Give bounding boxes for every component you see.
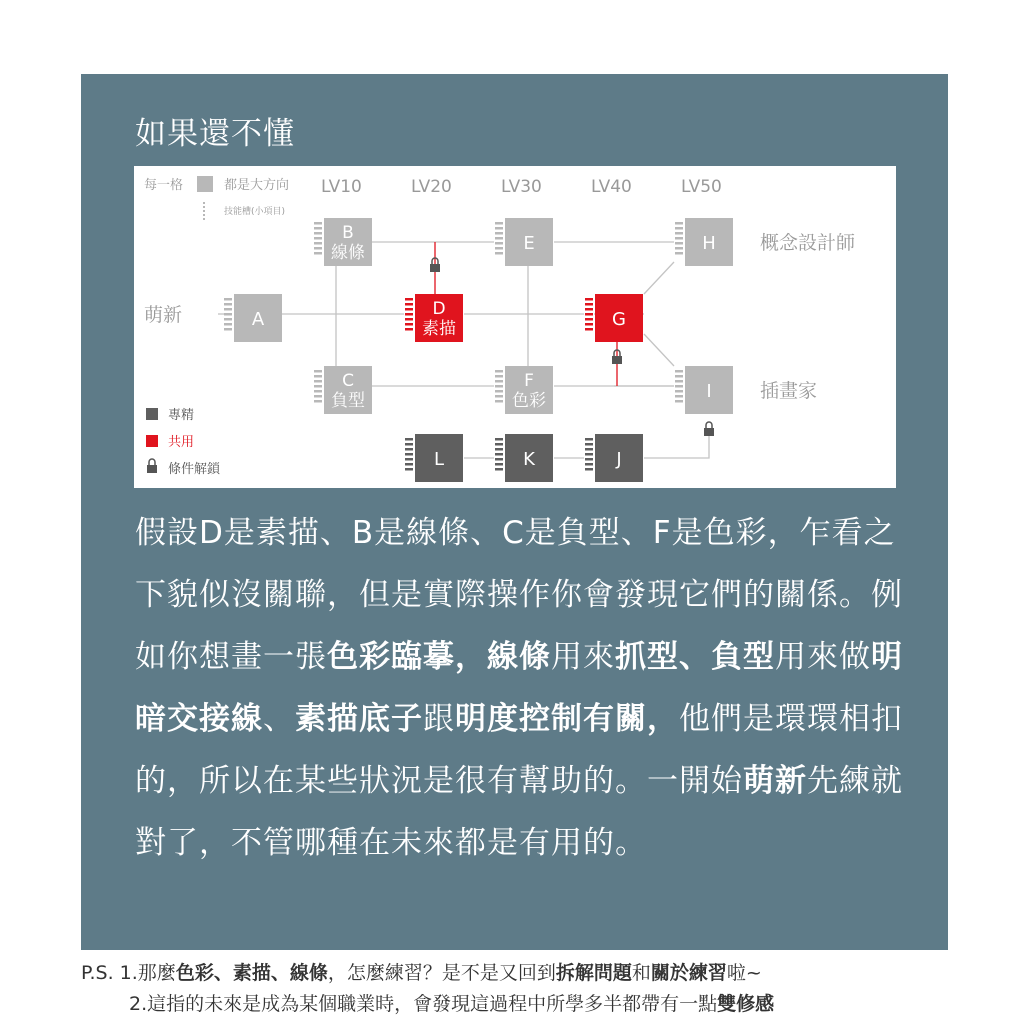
slot-tick bbox=[314, 390, 322, 393]
text-segment: 抓型、負型 bbox=[615, 639, 775, 675]
slot-tick bbox=[675, 380, 683, 383]
slot-tick bbox=[495, 395, 503, 398]
skill-tree-svg bbox=[134, 166, 896, 488]
text-segment: 先練就對了，不管哪種在未來都是有用的。 bbox=[135, 763, 903, 861]
slot-tick bbox=[675, 390, 683, 393]
node-letter: K bbox=[523, 449, 535, 470]
node-g bbox=[585, 294, 643, 342]
main-paragraph bbox=[135, 502, 905, 874]
slot-tick bbox=[314, 400, 322, 403]
legend-shared-swatch bbox=[146, 435, 158, 447]
connector-lines bbox=[218, 242, 712, 458]
slot-tick bbox=[495, 453, 503, 456]
slot-tick bbox=[405, 328, 413, 331]
end-label-i: 插畫家 bbox=[760, 380, 818, 402]
text-segment: 和 bbox=[631, 962, 651, 984]
legend-specialty-swatch bbox=[146, 408, 158, 420]
slot-tick bbox=[314, 252, 322, 255]
legend-specialty-label: 專精 bbox=[168, 408, 195, 423]
slot-tick bbox=[495, 463, 503, 466]
node-letter: G bbox=[612, 309, 626, 330]
legend-cell-label: 每一格 bbox=[144, 178, 184, 193]
slot-tick bbox=[495, 385, 503, 388]
legend-slot-tick bbox=[203, 214, 205, 216]
level-header: LV40 bbox=[591, 177, 632, 197]
node-h bbox=[675, 218, 733, 266]
slot-tick bbox=[495, 448, 503, 451]
legend-cell-swatch bbox=[197, 176, 213, 192]
text-segment: 乍看之下貌似沒關聯，但是實際操作你會發現它們的關係。例如你想畫一張 bbox=[135, 515, 903, 675]
slot-tick bbox=[405, 313, 413, 316]
slot-tick bbox=[585, 308, 593, 311]
node-sublabel: 負型 bbox=[331, 391, 365, 411]
node-c bbox=[314, 366, 372, 414]
node-b bbox=[314, 218, 372, 266]
slot-tick bbox=[585, 448, 593, 451]
slot-tick bbox=[675, 242, 683, 245]
text-segment: 他們是環環相扣的，所以在某些狀況是很有幫助的。一開始 bbox=[135, 701, 903, 799]
slot-tick bbox=[675, 232, 683, 235]
text-segment: 用來 bbox=[551, 639, 615, 675]
node-letter: H bbox=[702, 233, 716, 254]
node-a bbox=[224, 294, 282, 342]
legend-slot-tick bbox=[203, 210, 205, 212]
slot-tick bbox=[675, 252, 683, 255]
slot-tick bbox=[675, 222, 683, 225]
slot-tick bbox=[314, 237, 322, 240]
slot-tick bbox=[495, 443, 503, 446]
node-d bbox=[405, 294, 463, 342]
node-sublabel: 線條 bbox=[331, 243, 365, 263]
ps-notes bbox=[81, 958, 1021, 1020]
slot-tick bbox=[495, 390, 503, 393]
legend-direction-label: 都是大方向 bbox=[224, 178, 290, 193]
slot-tick bbox=[585, 313, 593, 316]
slot-tick bbox=[675, 370, 683, 373]
slot-tick bbox=[675, 385, 683, 388]
text-segment: 明暗交接線 bbox=[135, 639, 903, 737]
node-letter: C bbox=[342, 371, 354, 391]
slot-tick bbox=[585, 463, 593, 466]
node-i bbox=[675, 366, 733, 414]
slot-tick bbox=[314, 385, 322, 388]
legend-slot-tick bbox=[203, 206, 205, 208]
slot-tick bbox=[495, 438, 503, 441]
node-letter: I bbox=[706, 381, 712, 402]
slot-tick bbox=[314, 395, 322, 398]
text-segment: 素描底子 bbox=[295, 701, 423, 737]
slot-tick bbox=[224, 318, 232, 321]
text-segment: 假設D是素描、B是線條、C是負型、F是色彩， bbox=[135, 515, 800, 551]
slot-tick bbox=[314, 380, 322, 383]
slot-tick bbox=[495, 252, 503, 255]
node-letter: B bbox=[342, 223, 354, 243]
slot-tick bbox=[495, 232, 503, 235]
slot-tick bbox=[314, 242, 322, 245]
slot-tick bbox=[495, 370, 503, 373]
text-segment: 、 bbox=[263, 701, 295, 737]
slot-tick bbox=[224, 308, 232, 311]
level-header: LV50 bbox=[681, 177, 722, 197]
slot-tick bbox=[405, 443, 413, 446]
text-segment: 2.這指的未來是成為某個職業時，會發現這過程中所學多半都帶有一點 bbox=[129, 993, 718, 1015]
text-segment: 關於練習 bbox=[650, 962, 727, 984]
skill-tree-diagram bbox=[134, 166, 896, 488]
slot-tick bbox=[585, 458, 593, 461]
text-segment: 明度控制有關， bbox=[455, 701, 679, 737]
lock-shackle bbox=[149, 459, 155, 465]
node-letter: D bbox=[432, 299, 446, 319]
slot-tick bbox=[405, 318, 413, 321]
slot-tick bbox=[585, 328, 593, 331]
slot-tick bbox=[495, 247, 503, 250]
legend-slot-tick bbox=[203, 218, 205, 220]
level-header: LV20 bbox=[411, 177, 452, 197]
slot-tick bbox=[314, 370, 322, 373]
slot-tick bbox=[495, 375, 503, 378]
node-k bbox=[495, 434, 553, 482]
lock-body bbox=[704, 428, 714, 436]
lock-body bbox=[612, 356, 622, 364]
node-letter: J bbox=[616, 449, 622, 470]
slot-tick bbox=[405, 303, 413, 306]
slot-tick bbox=[675, 375, 683, 378]
slot-tick bbox=[224, 313, 232, 316]
slot-tick bbox=[585, 298, 593, 301]
slot-tick bbox=[675, 227, 683, 230]
slot-tick bbox=[585, 323, 593, 326]
slot-tick bbox=[314, 232, 322, 235]
slot-tick bbox=[405, 468, 413, 471]
level-header: LV30 bbox=[501, 177, 542, 197]
slot-tick bbox=[405, 458, 413, 461]
slot-tick bbox=[495, 237, 503, 240]
text-segment: 用來做 bbox=[775, 639, 871, 675]
node-letter: L bbox=[433, 449, 445, 470]
slot-tick bbox=[495, 222, 503, 225]
slot-tick bbox=[405, 308, 413, 311]
slot-tick bbox=[495, 400, 503, 403]
legend-shared-label: 共用 bbox=[168, 435, 195, 450]
node-sublabel: 色彩 bbox=[512, 391, 546, 411]
slot-tick bbox=[405, 323, 413, 326]
node-l bbox=[405, 434, 463, 482]
text-segment: 拆解問題 bbox=[555, 962, 632, 984]
slot-tick bbox=[224, 323, 232, 326]
slot-tick bbox=[405, 453, 413, 456]
card-title: 如果還不懂 bbox=[135, 116, 295, 152]
slot-tick bbox=[495, 468, 503, 471]
slot-tick bbox=[585, 468, 593, 471]
text-segment: 雙修感 bbox=[717, 993, 775, 1015]
slot-tick bbox=[224, 328, 232, 331]
ps-line-2 bbox=[81, 989, 1021, 1020]
slot-tick bbox=[675, 247, 683, 250]
level-header: LV10 bbox=[321, 177, 362, 197]
node-j bbox=[585, 434, 643, 482]
slot-tick bbox=[495, 227, 503, 230]
slot-tick bbox=[314, 247, 322, 250]
node-letter: F bbox=[524, 371, 534, 391]
start-label: 萌新 bbox=[144, 304, 183, 326]
node-e bbox=[495, 218, 553, 266]
lock-body bbox=[430, 264, 440, 272]
text-segment: 色彩臨摹，線條 bbox=[327, 639, 551, 675]
slot-tick bbox=[585, 453, 593, 456]
ps-line-1 bbox=[81, 958, 1021, 989]
slot-tick bbox=[405, 438, 413, 441]
legend-slot-label: 技能槽(小項目) bbox=[224, 207, 286, 217]
slot-tick bbox=[405, 298, 413, 301]
lock-shackle bbox=[706, 422, 712, 428]
text-segment: 啦~ bbox=[726, 962, 762, 984]
slot-tick bbox=[314, 222, 322, 225]
node-sublabel: 素描 bbox=[422, 319, 456, 339]
slot-tick bbox=[495, 380, 503, 383]
slot-tick bbox=[314, 375, 322, 378]
legend-slot-tick bbox=[203, 202, 205, 204]
info-card bbox=[81, 74, 948, 950]
slot-tick bbox=[585, 318, 593, 321]
slot-tick bbox=[675, 395, 683, 398]
end-label-h: 概念設計師 bbox=[760, 232, 856, 254]
slot-tick bbox=[675, 237, 683, 240]
text-segment: 跟 bbox=[423, 701, 455, 737]
slot-tick bbox=[314, 227, 322, 230]
slot-tick bbox=[224, 298, 232, 301]
text-segment: 色彩、素描、線條 bbox=[175, 962, 328, 984]
text-segment: 萌新 bbox=[743, 763, 807, 799]
slot-tick bbox=[405, 448, 413, 451]
text-segment: ，怎麼練習？是不是又回到 bbox=[327, 962, 556, 984]
node-letter: A bbox=[251, 309, 265, 330]
node-f bbox=[495, 366, 553, 414]
slot-tick bbox=[495, 242, 503, 245]
slot-tick bbox=[585, 303, 593, 306]
slot-tick bbox=[585, 438, 593, 441]
node-letter: E bbox=[523, 233, 535, 254]
lock-body bbox=[147, 465, 157, 473]
legend-unlock-label: 條件解鎖 bbox=[168, 462, 221, 477]
slot-tick bbox=[405, 463, 413, 466]
slot-tick bbox=[585, 443, 593, 446]
slot-tick bbox=[495, 458, 503, 461]
lock-icon bbox=[147, 459, 157, 473]
lock-icon bbox=[704, 422, 714, 436]
text-segment: P.S. 1.那麼 bbox=[81, 962, 176, 984]
slot-tick bbox=[224, 303, 232, 306]
slot-tick bbox=[675, 400, 683, 403]
